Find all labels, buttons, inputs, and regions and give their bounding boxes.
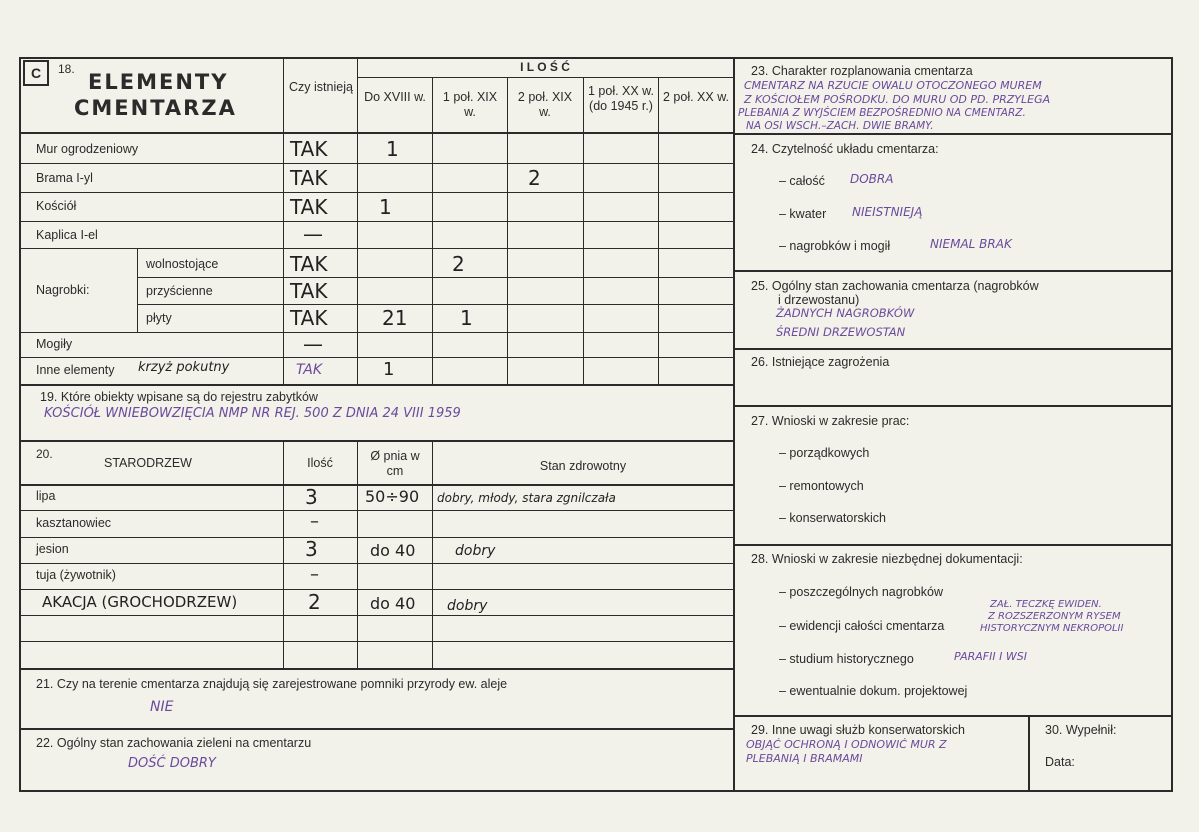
row-label-mur: Mur ogrodzeniowy: [36, 142, 139, 156]
grid-h: [19, 192, 733, 193]
s20-title: STARODRZEW: [104, 456, 192, 470]
row-label-kaplica: Kaplica I-el: [36, 228, 98, 242]
page-title-line2: CMENTARZA: [74, 96, 237, 120]
grid-h: [733, 133, 1173, 135]
mur-exists: TAK: [290, 137, 328, 161]
tree-name: AKACJA (GROCHODRZEW): [42, 593, 238, 611]
frame-bottom: [19, 790, 1173, 792]
s28-item3: – studium historycznego: [779, 652, 914, 666]
grid-h: [19, 132, 733, 134]
s27-item: – konserwatorskich: [779, 511, 886, 525]
tree-name: tuja (żywotnik): [36, 568, 116, 582]
col-1xix-header: 1 poł. XIX w.: [442, 90, 498, 119]
plyty-xviii: 21: [382, 306, 408, 330]
s20-col-qty: Ilość: [307, 456, 333, 470]
mogily-exists: —: [303, 332, 323, 356]
row-label-plyty: płyty: [146, 311, 172, 325]
grid-h: [19, 163, 733, 164]
tree-name: kasztanowiec: [36, 516, 112, 530]
row-label-nagrobki: Nagrobki:: [36, 283, 90, 297]
s24-nagrobkow-label: – nagrobków i mogił: [779, 239, 891, 253]
s29-line2: PLEBANIĄ I BRAMAMI: [746, 752, 863, 765]
grid-h: [19, 589, 733, 590]
s23-line: NA OSI WSCH.–ZACH. DWIE BRAMY.: [746, 120, 934, 132]
plyty-xix1: 1: [460, 306, 473, 330]
row-label-mogily: Mogiły: [36, 337, 73, 351]
s24-nagrobkow: NIEMAL BRAK: [930, 237, 1012, 251]
s28-item2: – ewidencji całości cmentarza: [779, 619, 945, 633]
tree-dia: do 40: [370, 541, 416, 560]
s23-line: CMENTARZ NA RZUCIE OWALU OTOCZONEGO MUREM: [744, 79, 1042, 92]
s23-label: 23. Charakter rozplanowania cmentarza: [751, 64, 973, 78]
row-label-inne: Inne elementy: [36, 363, 115, 377]
tree-name: lipa: [36, 489, 56, 503]
grid-v: [137, 248, 138, 332]
frame-top: [19, 57, 1173, 59]
grid-h: [19, 357, 733, 358]
frame-left: [19, 57, 21, 792]
grid-h: [19, 384, 733, 386]
tree-qty: –: [310, 511, 319, 532]
s30-date: Data:: [1045, 755, 1075, 769]
s24-label: 24. Czytelność układu cmentarza:: [751, 142, 939, 156]
s29-label: 29. Inne uwagi służb konserwatorskich: [751, 723, 966, 737]
kosciol-xviii: 1: [379, 195, 392, 219]
grid-h: [19, 332, 733, 333]
tree-dia: 50÷90: [365, 487, 420, 506]
tree-health: dobry, młody, stara zgnilczała: [437, 491, 616, 505]
grid-h: [19, 484, 733, 486]
grid-v: [583, 77, 584, 385]
grid-h: [733, 348, 1173, 350]
grid-h: [19, 248, 733, 249]
column-divider: [733, 57, 735, 792]
s28-item3-note: PARAFII I WSI: [954, 650, 1027, 663]
col-2xx-header: 2 poł. XX w.: [663, 90, 730, 104]
s28-item2-note: HISTORYCZNYM NEKROPOLII: [980, 623, 1124, 634]
s25-line2: ŚREDNI DRZEWOSTAN: [776, 325, 906, 339]
row-label-przysc: przyścienne: [146, 284, 213, 298]
s21-label: 21. Czy na terenie cmentarza znajdują się zarejestrowane pomniki przyrody ew. aleje: [36, 677, 508, 691]
s23-line: PLEBANIA Z WYJŚCIEM BEZPOŚREDNIO NA CMENTARZ.: [738, 107, 1026, 119]
tree-qty: –: [310, 564, 319, 585]
grid-h: [19, 440, 733, 442]
brama-exists: TAK: [290, 166, 328, 190]
s22-value: DOŚĆ DOBRY: [128, 756, 216, 771]
plyty-exists: TAK: [290, 306, 328, 330]
wolno-xix1: 2: [452, 252, 465, 276]
grid-v: [432, 440, 433, 670]
section-letter: C: [23, 60, 49, 86]
grid-h: [19, 728, 733, 730]
grid-h: [733, 544, 1173, 546]
s25-label2: i drzewostanu): [778, 293, 860, 307]
row-label-brama: Brama I-yl: [36, 171, 93, 185]
section-number: 18.: [58, 62, 75, 76]
tree-qty: 3: [305, 485, 318, 509]
grid-h: [137, 277, 733, 278]
grid-v: [357, 440, 358, 670]
s25-label1: 25. Ogólny stan zachowania cmentarza (nagrobków: [751, 279, 1039, 293]
page-title-line1: ELEMENTY: [88, 70, 229, 94]
grid-h: [733, 405, 1173, 407]
grid-h: [19, 221, 733, 222]
mur-xviii: 1: [386, 137, 399, 161]
col-1xx-header: 1 poł. XX w. (do 1945 r.): [587, 84, 654, 113]
ilosc-header: I L O Ś Ć: [520, 60, 570, 74]
wolno-exists: TAK: [290, 252, 328, 276]
s28-item4: – ewentualnie dokum. projektowej: [779, 684, 968, 698]
s28-label: 28. Wnioski w zakresie niezbędnej dokumentacji:: [751, 552, 1023, 566]
s21-value: NIE: [150, 699, 174, 715]
s28-item2-note: ZAŁ. TECZKĘ EWIDEN.: [990, 599, 1102, 610]
row-label-wolno: wolnostojące: [146, 257, 219, 271]
s24-calosc: DOBRA: [850, 172, 894, 186]
przysc-exists: TAK: [290, 279, 328, 303]
s26-label: 26. Istniejące zagrożenia: [751, 355, 890, 369]
kosciol-exists: TAK: [290, 195, 328, 219]
s24-kwater: NIEISTNIEJĄ: [852, 205, 923, 219]
grid-h: [19, 615, 733, 616]
grid-h: [733, 715, 1173, 717]
grid-h: [19, 537, 733, 538]
s22-label: 22. Ogólny stan zachowania zieleni na cmentarzu: [36, 736, 312, 750]
s28-item1: – poszczególnych nagrobków: [779, 585, 943, 599]
s20-col-health: Stan zdrowotny: [539, 459, 627, 473]
s20-number: 20.: [36, 447, 53, 461]
s19-value: KOŚCIÓŁ WNIEBOWZIĘCIA NMP NR REJ. 500 Z DNIA 24 VIII 1959: [44, 406, 461, 421]
grid-v: [432, 77, 433, 385]
tree-health: dobry: [455, 543, 496, 559]
grid-h: [19, 563, 733, 564]
grid-h: [357, 77, 733, 78]
s27-label: 27. Wnioski w zakresie prac:: [751, 414, 910, 428]
tree-name: jesion: [36, 542, 69, 556]
s27-item: – porządkowych: [779, 446, 870, 460]
grid-h: [733, 270, 1173, 272]
inne-handwritten: krzyż pokutny: [138, 360, 230, 375]
tree-dia: do 40: [370, 594, 416, 613]
grid-v: [283, 440, 284, 670]
brama-xix2: 2: [528, 166, 541, 190]
inne-xviii: 1: [383, 359, 395, 380]
tree-health: dobry: [447, 598, 488, 614]
col-exists-header: Czy istnieją: [289, 80, 353, 94]
row-label-kosciol: Kościół: [36, 199, 77, 213]
grid-h: [19, 641, 733, 642]
tree-qty: 2: [308, 590, 321, 614]
grid-v: [507, 77, 508, 385]
s30-label: 30. Wypełnił:: [1045, 723, 1117, 737]
grid-h: [19, 510, 733, 511]
s23-line: Z KOŚCIOŁEM POŚRODKU. DO MURU OD PD. PRZYLEGA: [744, 93, 1051, 106]
grid-v: [658, 77, 659, 385]
s24-calosc-label: – całość: [779, 174, 825, 188]
frame-right: [1171, 57, 1173, 792]
grid-h: [19, 668, 733, 670]
s24-kwater-label: – kwater: [779, 207, 827, 221]
s27-item: – remontowych: [779, 479, 864, 493]
s29-line1: OBJĄĆ OCHRONĄ I ODNOWIĆ MUR Z: [746, 738, 947, 751]
kaplica-exists: —: [303, 222, 323, 246]
s20-col-dia: Ø pnia w cm: [370, 449, 420, 478]
s19-label: 19. Które obiekty wpisane są do rejestru zabytków: [40, 390, 318, 404]
s25-line1: ŻADNYCH NAGROBKÓW: [776, 306, 915, 320]
col-2xix-header: 2 poł. XIX w.: [517, 90, 573, 119]
grid-v: [1028, 715, 1030, 791]
inne-exists: TAK: [296, 362, 323, 378]
grid-h: [137, 304, 733, 305]
s28-item2-note: Z ROZSZERZONYM RYSEM: [988, 611, 1121, 622]
tree-qty: 3: [305, 537, 318, 561]
col-xviii-header: Do XVIII w.: [364, 90, 426, 104]
